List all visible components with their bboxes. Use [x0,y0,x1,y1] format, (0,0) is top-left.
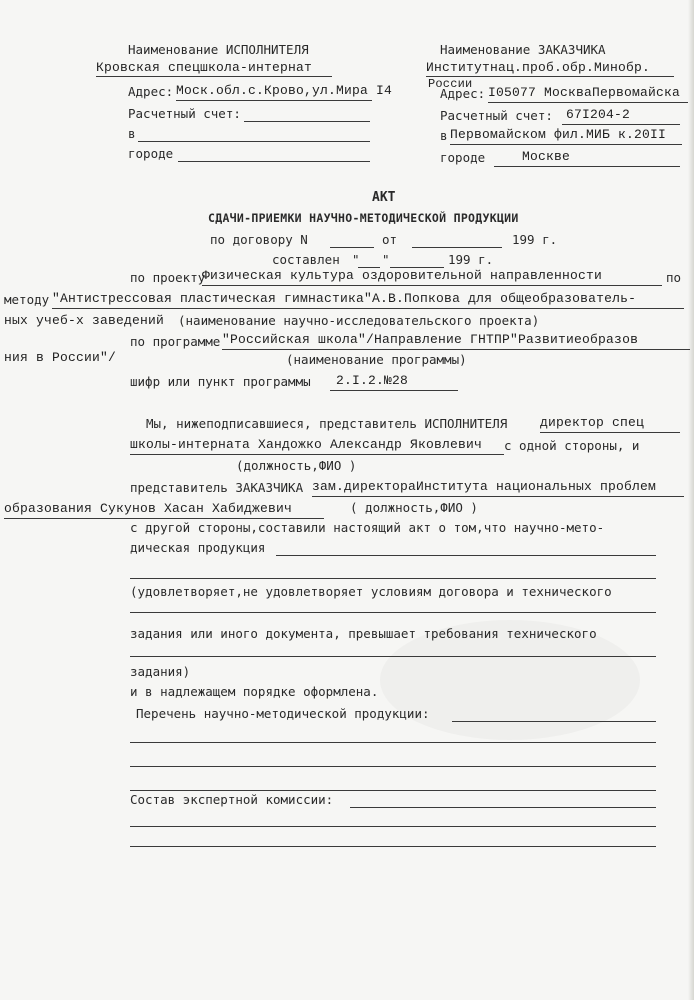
product-line-2 [130,578,656,579]
executor-rep-line2-underline [130,454,504,455]
customer-in-label: в [440,128,448,143]
executor-city-line [178,161,370,162]
customer-heading: Наименование ЗАКАЗЧИКА [440,42,606,57]
project-line1-tail: по [666,270,682,285]
act-subtitle: СДАЧИ-ПРИЕМКИ НАУЧНО-МЕТОДИЧЕСКОЙ ПРОДУКЦИИ [208,211,519,225]
executor-rep-caption: (должность,ФИО ) [236,458,357,473]
customer-address-value: I05077 МоскваПервомайска [488,85,681,100]
executor-rep-line2: школы-интерната Хандожко Александр Яковлевич [130,437,483,452]
project-value-line3: ных учеб-х заведений [4,313,165,328]
customer-rep-line1-underline [312,496,684,497]
project-caption: (наименование научно-исследовательского проекта) [178,313,540,328]
compiled-quote-close: " [382,252,390,267]
project-line2-prefix: методу [4,292,50,307]
customer-rep-caption: ( должность,ФИО ) [350,500,478,515]
project-value-line2: "Антистрессовая пластическая гимнастика"А.В.Попкова для общеобразователь- [52,291,637,306]
customer-rep-line1: зам.директораИнститута национальных проблем [312,479,657,494]
program-code-line [330,390,458,391]
customer-name-line1: Институтнац.проб.обр.Минобр. [426,60,651,75]
project-line1 [202,285,662,286]
contract-year: 199 г. [512,232,558,247]
executor-address-line [176,100,372,101]
contract-number-line [330,247,374,248]
customer-account-line [562,124,680,125]
customer-account-value: 67I204-2 [566,107,631,122]
executor-account-line [244,121,370,122]
executor-address-label: Адрес: [128,84,174,99]
one-side-text: с одной стороны, и [504,438,640,453]
parties-intro: Мы, нижеподписавшиеся, представитель ИСПОЛНИТЕЛЯ [146,416,508,431]
act-title: АКТ [372,190,396,205]
program-line1 [222,349,690,350]
contract-date-line [412,247,502,248]
executor-rep-line1: директор спец [540,415,645,430]
assessment-line1: (удовлетворяет,не удовлетворяет условиям договора и технического [130,584,612,599]
customer-in-value: Первомайском фил.МИБ к.20II [450,127,667,142]
products-list-line-3 [130,766,656,767]
executor-name: Кровская спецшкола-интернат [96,60,313,75]
scan-edge [688,0,694,1000]
executor-rep-line1-underline [540,432,680,433]
program-label: по программе [130,334,221,349]
products-list-line-4 [130,790,656,791]
other-side-text: с другой стороны,составили настоящий акт о том,что научно-мето- [130,520,605,535]
commission-line-3 [130,846,656,847]
assessment-blank-2 [130,656,656,657]
commission-line-2 [130,826,656,827]
customer-city-label: городе [440,150,486,165]
executor-address-value: Моск.обл.с.Кровo,ул.Мира I4 [176,83,393,98]
commission-line-1 [350,807,656,808]
customer-account-label: Расчетный счет: [440,108,553,123]
executor-in-label: в [128,126,136,141]
commission-label: Состав экспертной комиссии: [130,792,334,807]
executor-city-label: городе [128,146,174,161]
customer-rep-line2-underline [4,518,324,519]
project-value-line1: Физическая культура оздоровительной направленности [202,268,603,283]
compiled-year: 199 г. [448,252,494,267]
customer-in-line [450,144,682,145]
products-list-line-2 [130,742,656,743]
assessment-line4: и в надлежащем порядке оформлена. [130,684,379,699]
contract-from: от [382,232,398,247]
customer-address-line [488,102,688,103]
program-value-line2: ния в России"/ [4,350,117,365]
assessment-blank-1 [130,612,656,613]
customer-city-value: Москве [522,149,571,164]
executor-name-line [96,76,332,77]
project-line2 [52,308,684,309]
contract-prefix: по договору N [210,232,308,247]
customer-rep-line2: образования Сукунов Хасан Хабиджевич [4,501,293,516]
program-caption: (наименование программы) [286,352,467,367]
product-line [276,555,656,556]
program-value-line1: "Российская школа"/Направление ГНТПР"Развитиеобразов [222,332,639,347]
program-code-label: шифр или пункт программы [130,374,311,389]
assessment-line3: задания) [130,664,191,679]
customer-address-label: Адрес: [440,86,486,101]
product-label: дическая продукция [130,540,266,555]
customer-name-line2: России [428,77,473,91]
customer-city-line [494,166,680,167]
assessment-line2: задания или иного документа, превышает требования технического [130,626,597,641]
executor-heading: Наименование ИСПОЛНИТЕЛЯ [128,42,309,57]
executor-in-line [138,141,370,142]
products-list-line-1 [452,721,656,722]
products-list-label: Перечень научно-методической продукции: [136,706,430,721]
customer-rep-intro: представитель ЗАКАЗЧИКА [130,480,304,495]
program-code-value: 2.I.2.№28 [336,373,409,388]
compiled-label: составлен [272,252,340,267]
project-label: по проекту [130,270,206,285]
compiled-quote-open: " [352,252,360,267]
executor-account-label: Расчетный счет: [128,106,241,121]
